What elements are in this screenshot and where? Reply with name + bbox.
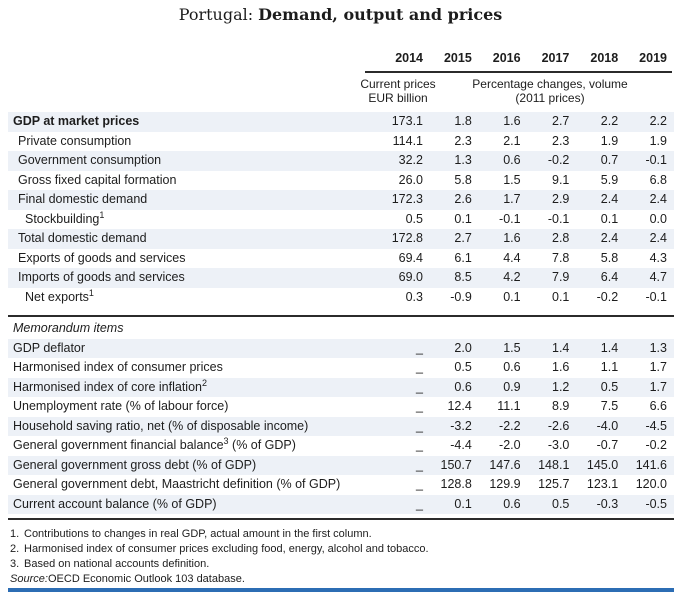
value-cell: 1.4 — [552, 340, 570, 355]
value-cell: 1.9 — [600, 133, 619, 148]
value-cell: 0.5 — [454, 360, 472, 374]
value-cell: 6.6 — [649, 399, 667, 413]
note-line: (2011 prices) — [515, 91, 585, 105]
value-cell: 0.7 — [600, 153, 619, 167]
value-cell: 7.8 — [552, 250, 570, 265]
value-cell: 4.2 — [503, 270, 521, 284]
value-cell: _ — [416, 379, 423, 394]
value-cell: 2.6 — [454, 192, 472, 206]
value-cell: 8.9 — [552, 399, 570, 413]
value-cell: 11.1 — [497, 399, 521, 413]
value-cell: 0.1 — [600, 211, 619, 226]
value-cell: _ — [416, 496, 423, 511]
value-cell: 1.4 — [600, 340, 619, 355]
footnote-text: Harmonised index of consumer prices excluding food, energy, alcohol and tobacco. — [24, 543, 429, 555]
value-cell: -2.2 — [499, 418, 521, 433]
row-label: General government debt, Maastricht definition (% of GDP) — [13, 477, 341, 491]
value-cell: 0.1 — [552, 289, 570, 304]
header-rule — [365, 71, 672, 73]
value-cell: 2.7 — [552, 114, 570, 128]
value-cell: 2.1 — [503, 133, 521, 148]
value-cell: 1.6 — [552, 360, 570, 374]
column-unit-row — [8, 77, 674, 105]
value-cell: -0.5 — [645, 496, 667, 511]
year-header: 2016 — [492, 51, 521, 65]
value-cell: 0.1 — [454, 211, 472, 226]
table-body — [8, 112, 674, 520]
value-cell: -4.0 — [596, 418, 619, 433]
label-column-spacer — [8, 51, 368, 65]
value-cell: 1.6 — [503, 114, 521, 128]
value-cell: 1.5 — [503, 340, 521, 355]
table-row — [8, 495, 674, 515]
table-row — [8, 475, 674, 495]
value-cell: 0.9 — [503, 379, 521, 394]
footnote-marker: 2 — [202, 377, 208, 388]
value-cell: 1.5 — [503, 172, 521, 187]
value-cell: -0.2 — [596, 289, 619, 304]
value-cell: 5.9 — [600, 172, 619, 187]
value-cell: -0.1 — [645, 153, 667, 167]
row-label: Final domestic demand — [18, 192, 148, 206]
row-label: Imports of goods and services — [18, 270, 185, 284]
value-cell: 0.6 — [503, 153, 521, 167]
value-cell: -0.1 — [645, 289, 667, 304]
value-cell: 0.5 — [600, 379, 619, 394]
value-cell: -0.2 — [645, 438, 667, 452]
value-cell: 2.3 — [454, 133, 472, 148]
value-cell: -4.4 — [450, 438, 472, 452]
value-cell: 1.1 — [600, 360, 619, 374]
table-row — [8, 417, 674, 437]
table-row — [8, 339, 674, 359]
table-row — [8, 456, 674, 476]
table-row — [8, 210, 674, 230]
value-cell: 0.6 — [454, 379, 472, 394]
value-cell: 0.6 — [503, 496, 521, 511]
footnote-marker: 1 — [88, 287, 94, 298]
note-line: EUR billion — [368, 91, 428, 105]
year-header: 2019 — [639, 51, 667, 65]
value-cell: 147.6 — [489, 457, 521, 472]
value-cell: 4.7 — [649, 270, 667, 284]
value-cell: 6.8 — [649, 172, 667, 187]
value-cell: 2.4 — [600, 231, 619, 245]
value-cell: _ — [416, 418, 423, 433]
value-cell: 0.6 — [503, 360, 521, 374]
value-cell: -0.7 — [596, 438, 619, 452]
footnote-text: Contributions to changes in real GDP, actual amount in the first column. — [24, 528, 372, 540]
table-row — [8, 268, 674, 288]
value-cell: 114.1 — [392, 133, 423, 148]
table-row — [8, 378, 674, 398]
row-label: GDP deflator — [13, 340, 86, 355]
value-cell: 1.8 — [454, 114, 472, 128]
year-header: 2017 — [541, 51, 570, 65]
value-cell: 1.7 — [649, 379, 667, 394]
value-cell: -0.1 — [499, 211, 521, 226]
value-cell: 120.0 — [635, 477, 667, 491]
value-cell: 150.7 — [440, 457, 472, 472]
value-cell: -3.0 — [547, 438, 570, 452]
source-line — [8, 572, 674, 587]
title-country: Portugal: — [178, 5, 254, 24]
value-cell: 69.4 — [398, 250, 423, 265]
value-cell: 1.7 — [649, 360, 667, 374]
value-cell: -2.6 — [547, 418, 570, 433]
row-label: General government gross debt (% of GDP) — [13, 457, 257, 472]
value-cell: 129.9 — [489, 477, 521, 491]
footnote-number: 2. — [10, 543, 20, 555]
source-label: Source: — [10, 573, 48, 585]
value-cell: 2.2 — [649, 114, 667, 128]
value-cell: -2.0 — [499, 438, 521, 452]
row-label: Private consumption — [18, 133, 132, 148]
value-cell: 7.9 — [552, 270, 570, 284]
row-label: Exports of goods and services — [18, 250, 186, 265]
value-cell: 4.3 — [649, 250, 667, 265]
table-row — [8, 397, 674, 417]
value-cell: -4.5 — [645, 418, 667, 433]
footnote — [8, 542, 674, 557]
section-divider — [8, 315, 674, 317]
value-cell: 9.1 — [552, 172, 570, 187]
value-cell: -3.2 — [450, 418, 472, 433]
value-cell: 0.5 — [405, 211, 423, 226]
value-cell: 128.8 — [440, 477, 472, 491]
value-cell: 0.1 — [454, 496, 472, 511]
value-cell: 0.0 — [649, 211, 667, 226]
note-line: Percentage changes, volume — [472, 77, 628, 91]
value-cell: 1.3 — [649, 340, 667, 355]
table-row — [8, 171, 674, 191]
table-row — [8, 190, 674, 210]
value-cell: 8.5 — [454, 270, 472, 284]
footnote-text: Based on national accounts definition. — [24, 558, 210, 570]
value-cell: 2.0 — [454, 340, 472, 355]
row-label: Unemployment rate (% of labour force) — [13, 399, 229, 413]
row-label: Stockbuilding$^1$ — [25, 209, 105, 226]
footnote — [8, 527, 674, 542]
year-header: 2015 — [443, 51, 472, 65]
page-title — [0, 5, 681, 24]
value-cell: _ — [416, 360, 423, 374]
value-cell: _ — [416, 457, 423, 472]
value-cell: 123.1 — [586, 477, 619, 491]
value-cell: 145.0 — [586, 457, 619, 472]
value-cell: _ — [416, 340, 423, 355]
value-cell: 6.1 — [454, 250, 472, 265]
value-cell: _ — [416, 438, 423, 452]
value-cell: 2.4 — [600, 192, 619, 206]
value-cell: 0.5 — [552, 496, 570, 511]
value-cell: -0.3 — [596, 496, 619, 511]
value-cell: 141.6 — [635, 457, 667, 472]
row-label: GDP at market prices — [13, 114, 140, 128]
source-text: OECD Economic Outlook 103 database. — [48, 573, 245, 585]
section-divider — [8, 518, 674, 520]
value-cell: 172.8 — [391, 231, 423, 245]
value-cell: _ — [416, 399, 423, 413]
year-header: 2014 — [395, 51, 423, 65]
value-cell: -0.1 — [547, 211, 570, 226]
footnote — [8, 557, 674, 572]
value-cell: 4.4 — [503, 250, 521, 265]
value-cell: 6.4 — [600, 270, 619, 284]
title-subject: Demand, output and prices — [258, 5, 503, 24]
table-row — [8, 112, 674, 132]
value-cell: 2.7 — [454, 231, 472, 245]
value-cell: 1.9 — [649, 133, 667, 148]
value-cell: 1.2 — [552, 379, 570, 394]
value-cell: 148.1 — [538, 457, 570, 472]
value-cell: 1.3 — [454, 153, 472, 167]
row-label: Current account balance (% of GDP) — [13, 496, 217, 511]
value-cell: 2.9 — [552, 192, 570, 206]
value-cell: 12.4 — [447, 399, 472, 413]
year-header-row — [8, 51, 674, 65]
row-label: Memorandum items — [13, 321, 124, 335]
row-label: Gross fixed capital formation — [18, 172, 177, 187]
table-row — [8, 229, 674, 249]
table-row — [8, 436, 674, 456]
value-cell: 2.2 — [600, 114, 619, 128]
footnote-marker: 1 — [99, 209, 105, 220]
table-row — [8, 288, 674, 308]
label-column-spacer — [8, 77, 368, 105]
row-label: Total domestic demand — [18, 231, 147, 245]
value-cell: _ — [416, 477, 423, 491]
value-cell: 5.8 — [600, 250, 619, 265]
row-label: Harmonised index of core inflation$^2$ — [13, 377, 208, 394]
value-cell: -0.2 — [547, 153, 570, 167]
value-cell: 1.7 — [503, 192, 521, 206]
value-cell: 2.8 — [552, 231, 570, 245]
table-row — [8, 319, 674, 339]
value-cell: 2.4 — [649, 231, 667, 245]
value-cell: 0.3 — [405, 289, 423, 304]
value-cell: 5.8 — [454, 172, 472, 187]
value-cell: 1.6 — [503, 231, 521, 245]
footnote-number: 3. — [10, 558, 20, 570]
value-cell: 0.1 — [503, 289, 521, 304]
value-cell: 2.3 — [552, 133, 570, 148]
table-row — [8, 151, 674, 171]
value-cell: -0.9 — [450, 289, 472, 304]
percentage-changes-note — [428, 77, 672, 105]
row-label: Government consumption — [18, 153, 162, 167]
value-cell: 7.5 — [600, 399, 619, 413]
row-label: Net exports$^1$ — [25, 287, 94, 304]
footnotes — [8, 527, 674, 587]
row-label: Harmonised index of consumer prices — [13, 360, 223, 374]
value-cell: 2.4 — [649, 192, 667, 206]
row-label: General government financial balance$^3$ (% of GDP) — [13, 436, 296, 452]
value-cell: 69.0 — [398, 270, 423, 284]
row-label: Household saving ratio, net (% of disposable income) — [13, 418, 309, 433]
table-row — [8, 358, 674, 378]
note-line: Current prices — [360, 77, 436, 91]
value-cell: 32.2 — [398, 153, 423, 167]
value-cell: 125.7 — [538, 477, 570, 491]
value-cell: 173.1 — [391, 114, 423, 128]
footnote-marker: 3 — [223, 436, 229, 446]
year-header: 2018 — [590, 51, 619, 65]
footnote-number: 1. — [10, 528, 20, 540]
table-row — [8, 132, 674, 152]
value-cell: 26.0 — [398, 172, 423, 187]
table-row — [8, 249, 674, 269]
value-cell: 172.3 — [391, 192, 423, 206]
bottom-blue-rule — [8, 588, 674, 592]
